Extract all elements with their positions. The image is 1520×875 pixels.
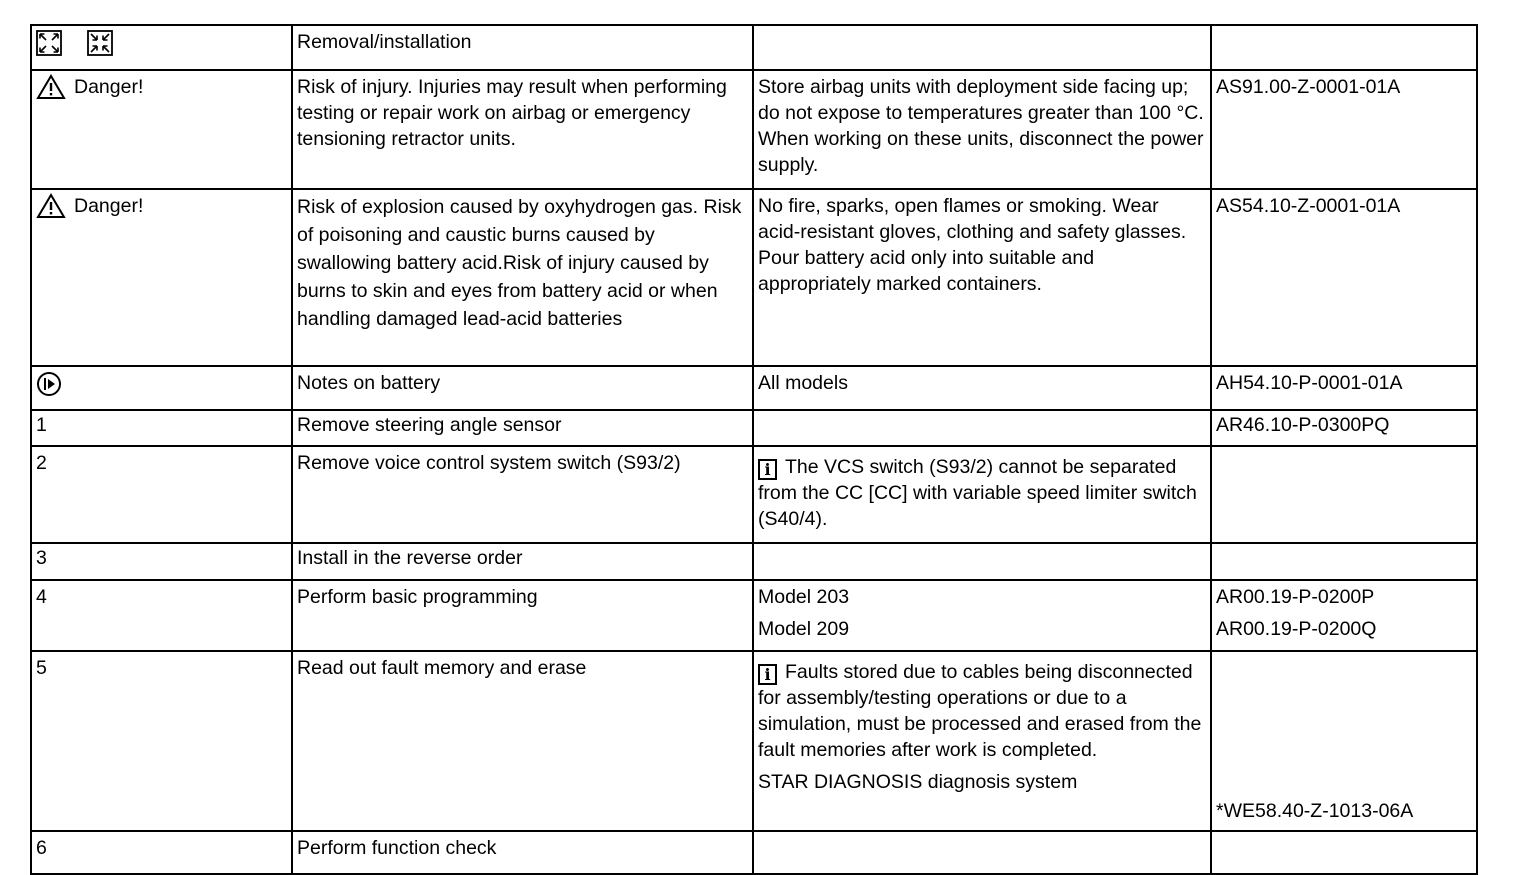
table-row (31, 410, 1477, 446)
table-row (31, 189, 1477, 366)
warning-triangle-icon (36, 74, 66, 100)
step-number: 3 (31, 543, 292, 580)
row-note: No fire, sparks, open flames or smoking. Wear acid-resistant gloves, clothing and safety glasses. Pour battery acid only into suitable and appropriately marked containers. (753, 189, 1211, 366)
removal-icon (36, 30, 62, 56)
step-text: Perform function check (292, 831, 753, 874)
step-note: Faults stored due to cables being disconnected for assembly/testing operations or due to a simulation, must be processed and erased from the fault memories after work is completed. (758, 661, 1202, 761)
step-ref: AR00.19-P-0200Q (1216, 618, 1377, 640)
table-row (31, 366, 1477, 410)
header-icons-cell (31, 25, 292, 70)
step-text: Remove steering angle sensor (292, 410, 753, 446)
step-number: 2 (31, 446, 292, 543)
row-note: All models (753, 366, 1211, 410)
step-number: 1 (31, 410, 292, 446)
table-row (31, 831, 1477, 874)
step-text: Install in the reverse order (292, 543, 753, 580)
notes-circle-icon (36, 371, 62, 397)
row-note: Store airbag units with deployment side facing up; do not expose to temperatures greater than 100 °C. When working on these units, disconnect the power supply. (753, 70, 1211, 189)
info-icon: i (758, 664, 777, 685)
row-text: Risk of explosion caused by oxyhydrogen gas. Risk of poisoning and caustic burns caused by swallowing battery acid.Risk of injury caused by burns to skin and eyes from battery acid or when handling damaged lead-acid batteries (292, 189, 753, 366)
step-note: Model 203 (758, 586, 850, 608)
row-ref: AH54.10-P-0001-01A (1211, 366, 1477, 410)
header-title: Removal/installation (292, 25, 753, 70)
step-ref: AR00.19-P-0200P (1216, 586, 1375, 608)
step-number: 5 (31, 651, 292, 831)
row-text: Risk of injury. Injuries may result when performing testing or repair work on airbag or emergency tensioning retractor units. (292, 70, 753, 189)
row-text: Notes on battery (292, 366, 753, 410)
step-number: 6 (31, 831, 292, 874)
header-row (31, 25, 1477, 70)
row-ref: AS91.00-Z-0001-01A (1211, 70, 1477, 189)
info-icon: i (758, 459, 777, 480)
step-note-system: STAR DIAGNOSIS diagnosis system (758, 771, 1078, 793)
step-ref: *WE58.40-Z-1013-06A (1216, 800, 1414, 822)
step-ref: AR46.10-P-0300PQ (1211, 410, 1477, 446)
danger-label: Danger! (74, 76, 144, 98)
danger-label: Danger! (74, 195, 144, 217)
procedure-table (30, 24, 1478, 875)
step-text: Perform basic programming (292, 580, 753, 651)
table-row (31, 580, 1477, 651)
step-number: 4 (31, 580, 292, 651)
step-text: Read out fault memory and erase (292, 651, 753, 831)
row-ref: AS54.10-Z-0001-01A (1211, 189, 1477, 366)
table-row (31, 651, 1477, 831)
installation-icon (87, 30, 113, 56)
step-note: Model 209 (758, 618, 850, 640)
table-row (31, 446, 1477, 543)
step-text: Remove voice control system switch (S93/2) (292, 446, 753, 543)
table-row (31, 70, 1477, 189)
step-note: The VCS switch (S93/2) cannot be separated from the CC [CC] with variable speed limiter switch (S40/4). (758, 456, 1197, 530)
table-row (31, 543, 1477, 580)
warning-triangle-icon (36, 193, 66, 219)
